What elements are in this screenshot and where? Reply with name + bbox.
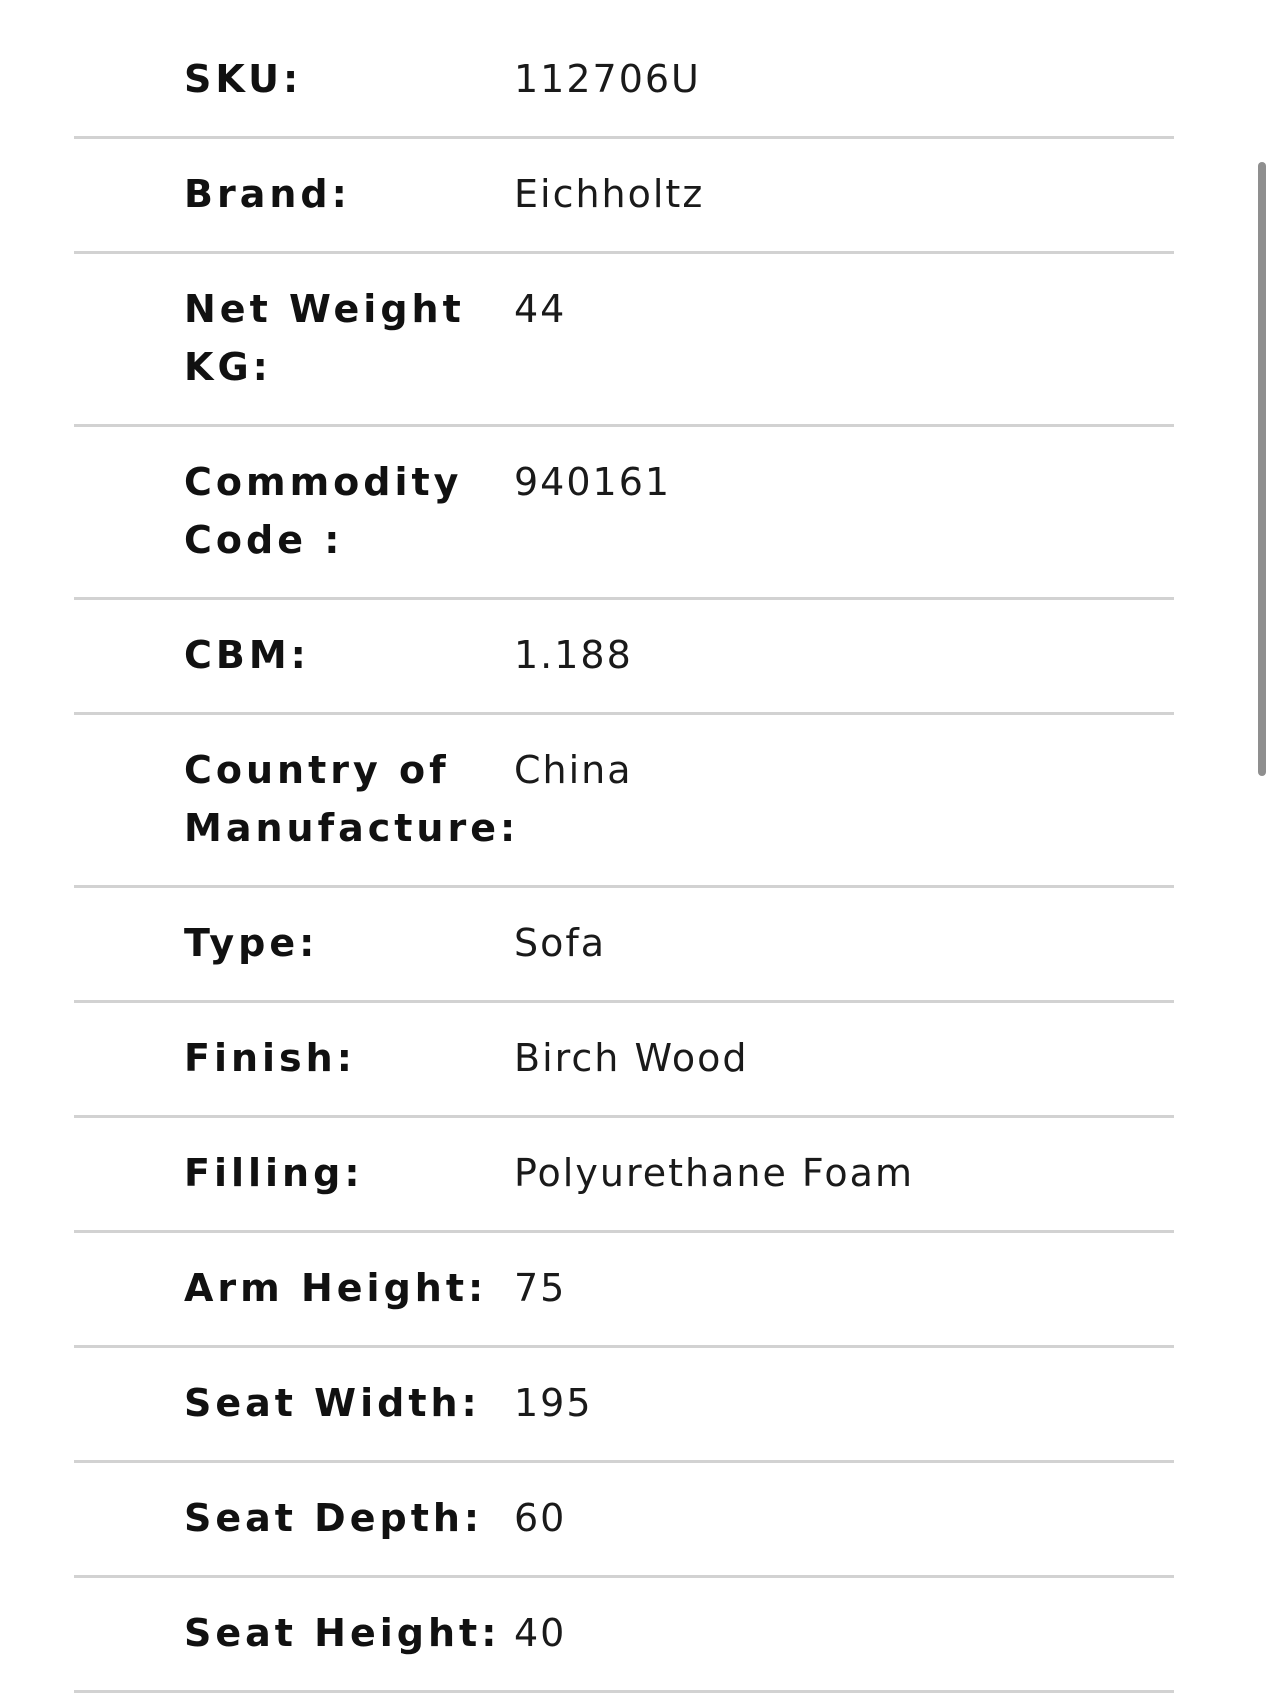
spec-value: Eichholtz: [514, 172, 705, 216]
spec-label: Commodity Code :: [184, 460, 463, 562]
spec-row-seat-depth: [74, 1463, 1174, 1578]
spec-label: Seat Width:: [184, 1381, 481, 1425]
spec-row-seat-width: [74, 1348, 1174, 1463]
spec-row-cbm: [74, 600, 1174, 715]
spec-value: China: [514, 748, 633, 792]
spec-label: Finish:: [184, 1036, 356, 1080]
spec-row-sku: [74, 24, 1174, 139]
spec-value: 60: [514, 1496, 567, 1540]
spec-row-arm-height: [74, 1233, 1174, 1348]
spec-value: 112706U: [514, 57, 701, 101]
spec-value: 75: [514, 1266, 567, 1310]
spec-label: SKU:: [184, 57, 303, 101]
spec-value: 940161: [514, 460, 672, 504]
spec-row-brand: [74, 139, 1174, 254]
spec-value: Sofa: [514, 921, 607, 965]
spec-label: Type:: [184, 921, 319, 965]
spec-row-finish: [74, 1003, 1174, 1118]
product-spec-table: [74, 24, 1174, 1693]
spec-row-type: [74, 888, 1174, 1003]
spec-label: CBM:: [184, 633, 310, 677]
spec-row-seat-height: [74, 1578, 1174, 1693]
spec-label: Filling:: [184, 1151, 364, 1195]
spec-row-country: [74, 715, 1174, 888]
spec-value: Polyurethane Foam: [514, 1151, 914, 1195]
spec-label: Country of Manufacture:: [184, 748, 520, 850]
spec-value: 1.188: [514, 633, 633, 677]
spec-row-filling: [74, 1118, 1174, 1233]
spec-label: Seat Depth:: [184, 1496, 484, 1540]
spec-label: Net Weight KG:: [184, 287, 465, 389]
spec-label: Brand:: [184, 172, 351, 216]
spec-row-commodity-code: [74, 427, 1174, 600]
spec-label: Arm Height:: [184, 1266, 488, 1310]
spec-row-net-weight: [74, 254, 1174, 427]
vertical-scrollbar-thumb[interactable]: [1258, 162, 1266, 776]
spec-value: 44: [514, 287, 567, 331]
spec-value: 40: [514, 1611, 567, 1655]
spec-label: Seat Height:: [184, 1611, 501, 1655]
spec-value: Birch Wood: [514, 1036, 749, 1080]
spec-value: 195: [514, 1381, 593, 1425]
